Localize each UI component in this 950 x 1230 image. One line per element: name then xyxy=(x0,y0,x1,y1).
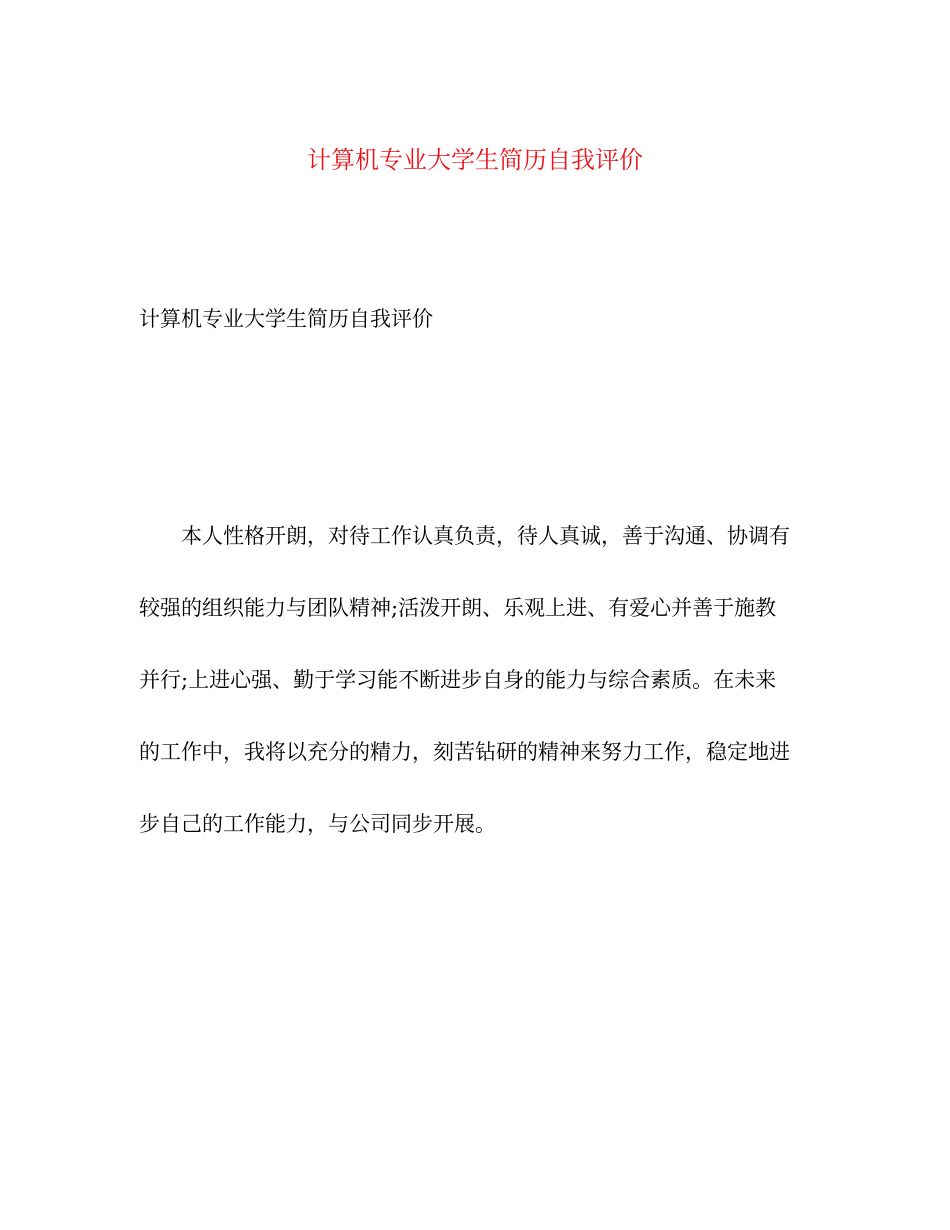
paragraph-line: 的工作中，我将以充分的精力，刻苦钻研的精神来努力工作，稳定地进 xyxy=(139,740,790,764)
paragraph-line: 较强的组织能力与团队精神;活泼开朗、乐观上进、有爱心并善于施教 xyxy=(139,596,777,620)
paragraph-line: 本人性格开朗，对待工作认真负责，待人真诚，善于沟通、协调有 xyxy=(181,524,790,548)
page-title: 计算机专业大学生简历自我评价 xyxy=(307,146,643,174)
paragraph-line: 并行;上进心强、勤于学习能不断进步自身的能力与综合素质。在未来 xyxy=(139,668,777,692)
body-paragraph xyxy=(139,518,819,878)
section-heading: 计算机专业大学生简历自我评价 xyxy=(139,307,433,331)
paragraph-line: 步自己的工作能力，与公司同步开展。 xyxy=(139,812,496,836)
